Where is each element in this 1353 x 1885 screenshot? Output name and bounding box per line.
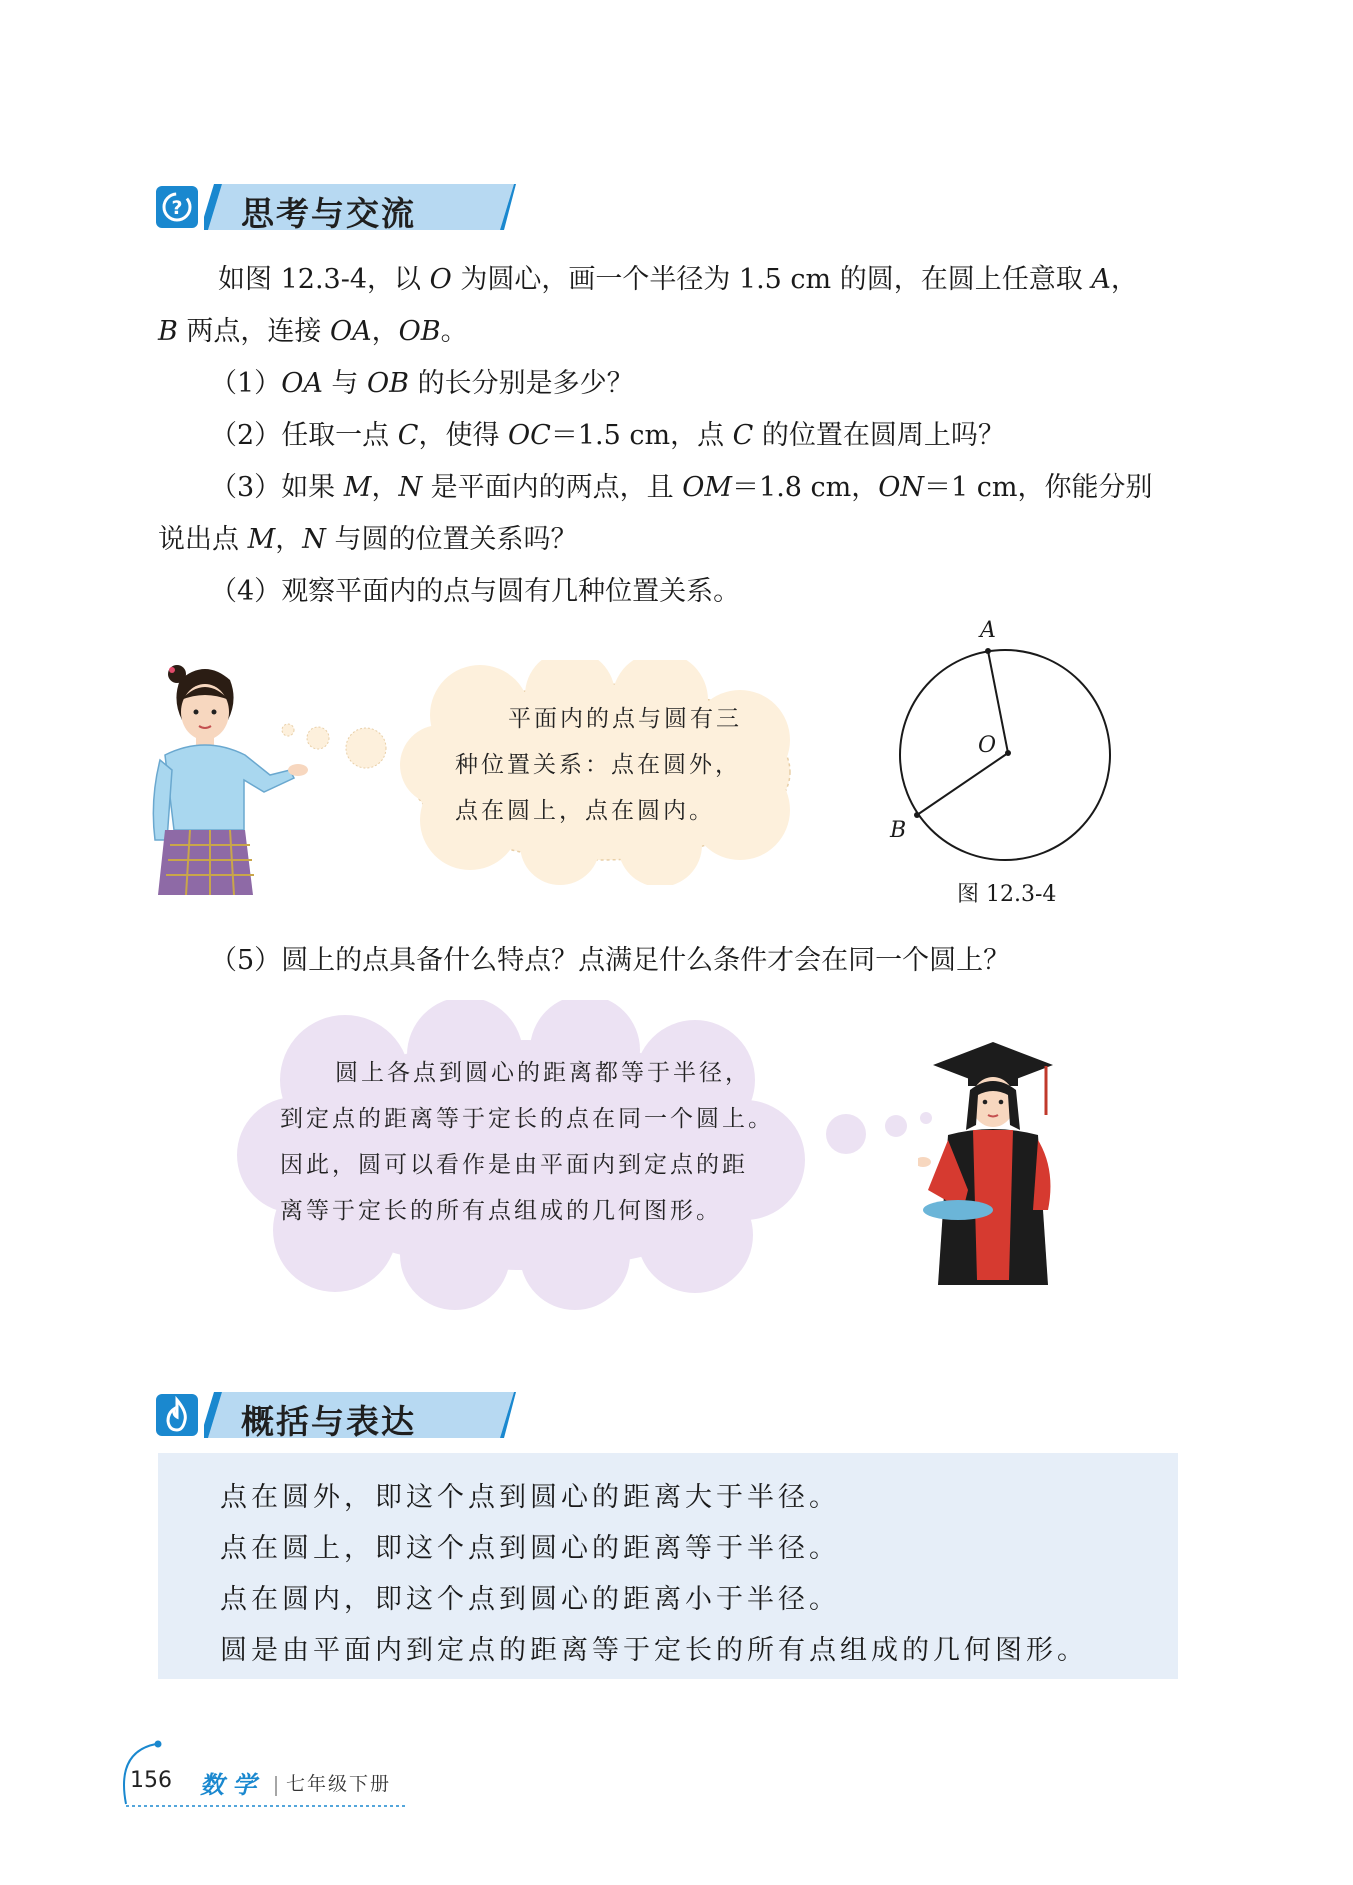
radius-OB: [917, 753, 1008, 815]
bubble-2-line-4: 离等于定长的所有点组成的几何图形。: [280, 1198, 722, 1224]
intro-line-1: 如图 12.3-4，以 O 为圆心，画一个半径为 1.5 cm 的圆，在圆上任意取 A，: [218, 264, 1138, 295]
question-2: （2）任取一点 C，使得 OC＝1.5 cm，点 C 的位置在圆周上吗？: [210, 420, 1005, 451]
bubble-2-line-2: 到定点的距离等于定长的点在同一个圆上。: [280, 1106, 774, 1132]
point-A: [985, 648, 991, 654]
intro-line-2: B 两点，连接 OA，OB。: [158, 316, 468, 347]
question-5: （5）圆上的点具备什么特点？点满足什么条件才会在同一个圆上？: [210, 945, 1011, 976]
point-B: [914, 812, 920, 818]
question-1: （1）OA 与 OB 的长分别是多少？: [210, 368, 634, 399]
label-B: B: [890, 818, 907, 843]
girl-illustration: [150, 660, 320, 895]
bubble-1-line-2: 种位置关系：点在圆外，: [455, 752, 741, 778]
summary-line-1: 点在圆外，即这个点到圆心的距离大于半径。: [220, 1482, 840, 1513]
bubble-2-line-1: 圆上各点到圆心的距离都等于半径，: [335, 1060, 751, 1086]
question-cycle-icon: [156, 186, 198, 228]
section-title: 思考与交流: [241, 194, 416, 233]
question-4: （4）观察平面内的点与圆有几种位置关系。: [210, 576, 741, 607]
flame-icon: [156, 1394, 198, 1436]
bubble-2-line-3: 因此，圆可以看作是由平面内到定点的距: [280, 1152, 748, 1178]
summary-line-2: 点在圆上，即这个点到圆心的距离等于半径。: [220, 1533, 840, 1564]
section-title: 概括与表达: [241, 1402, 416, 1441]
bubble-1-line-3: 点在圆上，点在圆内。: [455, 798, 715, 824]
bubble-1-line-1: 平面内的点与圆有三: [508, 706, 742, 732]
question-3-line-2: 说出点 M，N 与圆的位置关系吗？: [158, 524, 578, 555]
thought-dots-left: [278, 710, 398, 770]
label-A: A: [980, 618, 996, 643]
svg-text:?: ?: [171, 197, 183, 219]
summary-box: [158, 1453, 1178, 1679]
footer-subject: 数 学: [200, 1770, 257, 1799]
circle-figure: [880, 620, 1130, 880]
footer-grade: 七年级下册: [286, 1773, 392, 1795]
figure-caption: 图 12.3-4: [957, 882, 1057, 907]
summary-line-3: 点在圆内，即这个点到圆心的距离小于半径。: [220, 1584, 840, 1615]
graduate-illustration: [918, 1030, 1068, 1285]
label-O: O: [978, 733, 997, 758]
question-3: （3）如果 M，N 是平面内的两点，且 OM＝1.8 cm，ON＝1 cm，你能分别: [210, 472, 1153, 503]
page-number: 156: [130, 1768, 172, 1793]
summary-line-4: 圆是由平面内到定点的距离等于定长的所有点组成的几何图形。: [220, 1635, 1088, 1666]
point-O: [1005, 750, 1011, 756]
